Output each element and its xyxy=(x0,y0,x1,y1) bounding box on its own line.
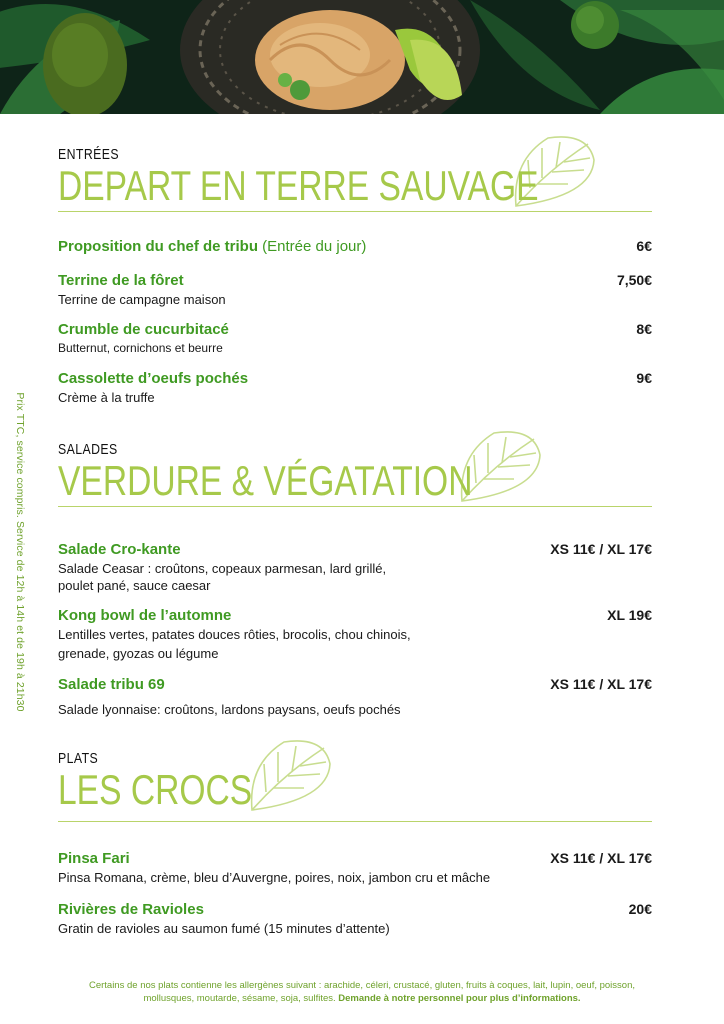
item-price: 8€ xyxy=(636,321,652,337)
section-entrees xyxy=(58,146,652,405)
item-name: Salade Cro-kante xyxy=(58,541,181,558)
section-title: DEPART EN TERRE SAUVAGE xyxy=(58,162,539,209)
allergen-line-2: mollusques, moutarde, sésame, soja, sulfites. Demande à notre personnel pour plus d’informations. xyxy=(143,993,581,1004)
item-price: XS 11€ / XL 17€ xyxy=(550,850,652,866)
item-name: Kong bowl de l’automne xyxy=(58,607,232,624)
menu-item xyxy=(58,850,652,886)
item-description: Terrine de campagne maison xyxy=(58,292,226,307)
item-price: XL 19€ xyxy=(607,607,652,623)
section-plats xyxy=(58,750,652,936)
menu-item xyxy=(58,541,652,594)
item-name: Proposition du chef de tribu (Entrée du jour) xyxy=(58,238,367,255)
food-photo-illustration xyxy=(0,0,724,114)
menu-item xyxy=(58,901,652,937)
item-name: Salade tribu 69 xyxy=(58,676,165,693)
item-note: (Entrée du jour) xyxy=(262,238,367,255)
item-description: Salade Ceasar : croûtons, copeaux parmesan, lard grillé, xyxy=(58,561,387,576)
item-price: 6€ xyxy=(636,238,652,254)
section-divider xyxy=(58,506,652,507)
menu-item xyxy=(58,321,652,357)
menu-item xyxy=(58,676,652,718)
item-name: Cassolette d’oeufs pochés xyxy=(58,370,249,387)
item-description-line2: grenade, gyozas ou légume xyxy=(58,646,219,661)
item-name: Terrine de la fôret xyxy=(58,272,184,289)
allergen-notice xyxy=(40,979,684,1005)
section-title: LES CROCS xyxy=(58,766,253,813)
item-description: Salade lyonnaise: croûtons, lardons paysans, oeufs pochés xyxy=(58,702,401,717)
item-price: 20€ xyxy=(628,901,652,917)
section-label: ENTRÉES xyxy=(58,146,119,163)
section-divider xyxy=(58,821,652,822)
item-price: 9€ xyxy=(636,370,652,386)
item-description: Crème à la truffe xyxy=(58,390,155,405)
item-price: XS 11€ / XL 17€ xyxy=(550,676,652,692)
item-description: Gratin de ravioles au saumon fumé (15 minutes d’attente) xyxy=(58,921,390,936)
menu-item xyxy=(58,370,652,406)
menu-item xyxy=(58,238,652,255)
item-description: Lentilles vertes, patates douces rôties, brocolis, chou chinois, xyxy=(58,627,411,642)
item-name: Crumble de cucurbitacé xyxy=(58,321,229,338)
item-name: Rivières de Ravioles xyxy=(58,901,204,918)
price-service-note: Prix TTC, service compris. Service de 12h à 14h et de 19h à 21h30 xyxy=(14,392,26,712)
item-description: Butternut, cornichons et beurre xyxy=(58,341,223,355)
allergen-contact-note: Demande à notre personnel pour plus d’informations. xyxy=(338,993,581,1004)
header-food-photo xyxy=(0,0,724,114)
section-label: PLATS xyxy=(58,750,99,767)
menu-item xyxy=(58,272,652,308)
item-name: Pinsa Fari xyxy=(58,850,130,867)
item-description-line2: poulet pané, sauce caesar xyxy=(58,578,211,593)
section-title: VERDURE & VÉGATATION xyxy=(58,457,473,504)
section-label: SALADES xyxy=(58,441,118,458)
section-salades xyxy=(58,441,652,717)
item-price: XS 11€ / XL 17€ xyxy=(550,541,652,557)
menu-item xyxy=(58,607,652,662)
item-price: 7,50€ xyxy=(616,272,652,288)
item-description: Pinsa Romana, crème, bleu d’Auvergne, poires, noix, jambon cru et mâche xyxy=(58,870,491,885)
allergen-line-1: Certains de nos plats contienne les allergènes suivant : arachide, céleri, crustacé, gluten, fruits à coques, lait, lupin, oeuf, poisson, xyxy=(88,980,636,991)
